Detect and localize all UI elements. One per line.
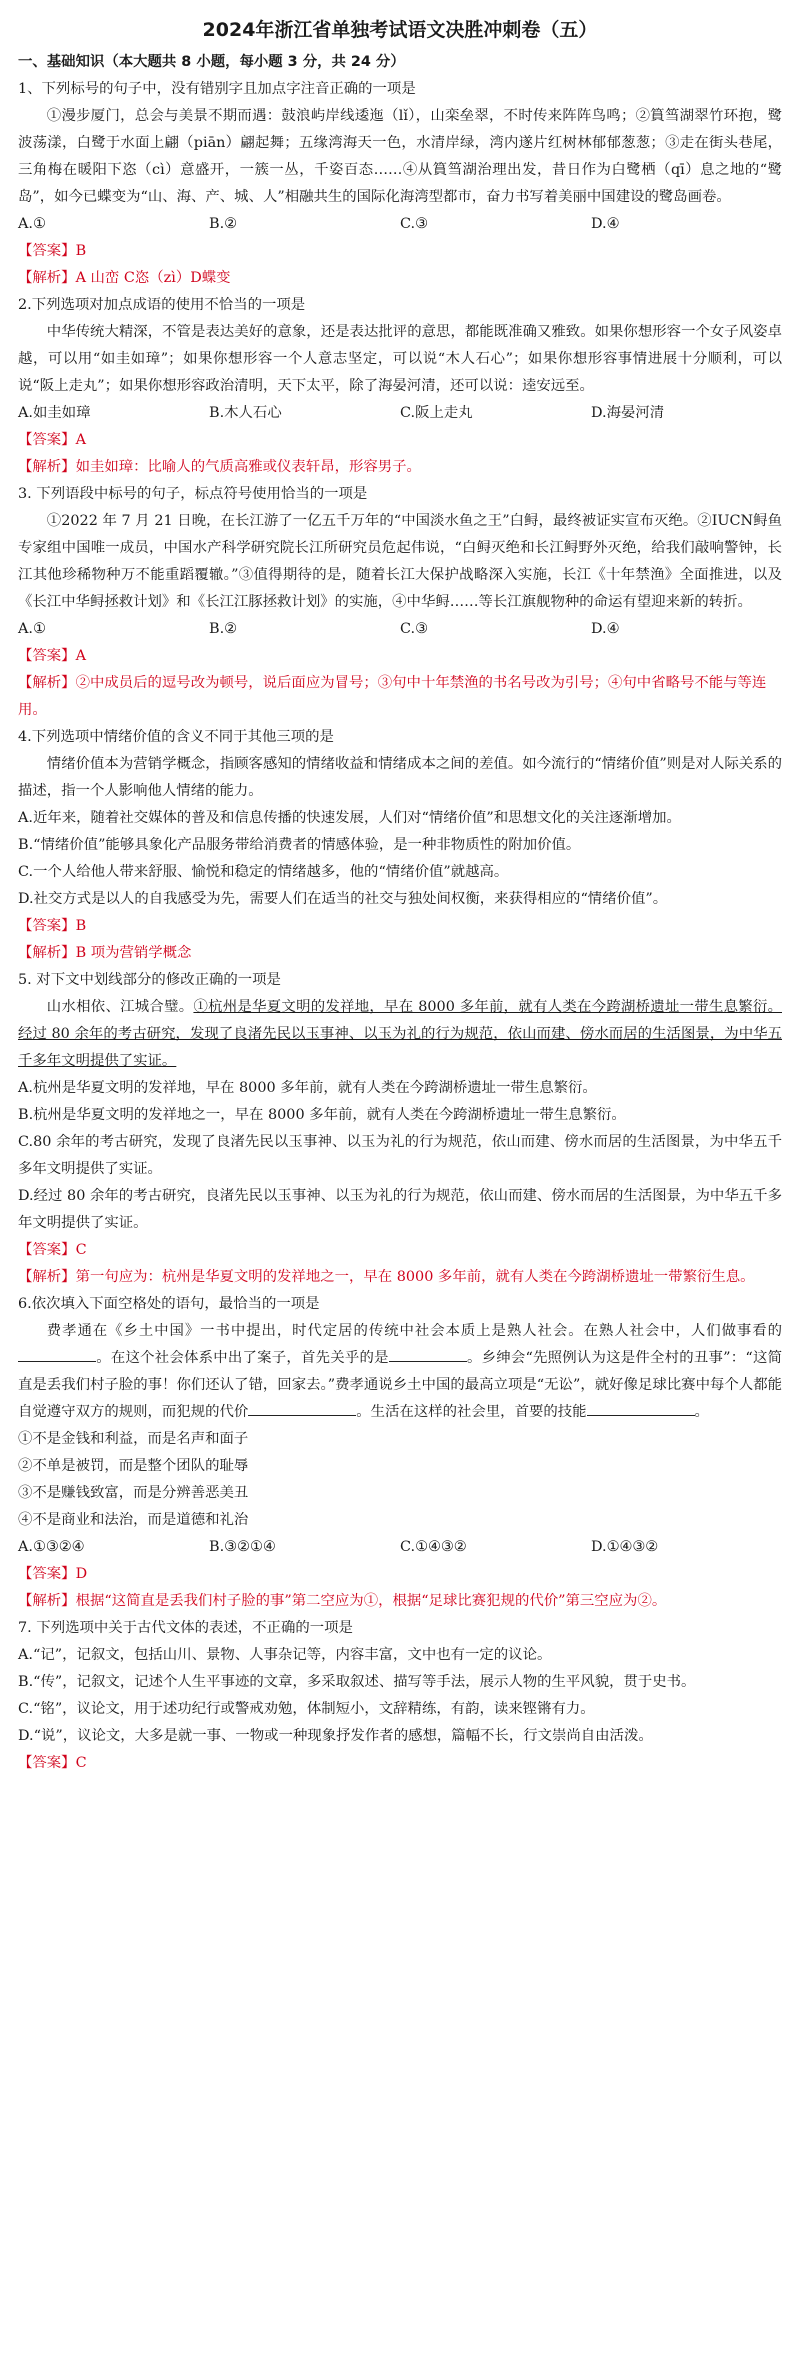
answer-line: 【答案】C	[18, 1242, 87, 1258]
option-c: C.阪上走丸	[400, 405, 473, 421]
passage-plain: 山水相依、江城合璧。	[46, 999, 194, 1015]
option-d: D.④	[591, 216, 620, 232]
question-passage: ①漫步厦门，总会与美景不期而遇：鼓浪屿岸线逶迤（lǐ），山栾垒翠，不时传来阵阵鸟鸣；②篔筜湖翠竹环抱，鹭波荡漾，白鹭于水面上翩（piān）翩起舞；五缘湾海天一色，水清岸绿，湾内遂片红树林郁郁葱葱；③走在街头巷尾，三角梅在暖阳下恣（cì）意盛开，一簇一丛，千姿百态……④从篔筜湖治理出发，昔日作为白鹭栖（qī）息之地的“鹭岛”，如今已蝶变为“山、海、产、城、人”相融共生的国际化海湾型都市，奋力书写着美丽中国建设的鹭岛画卷。	[18, 108, 782, 205]
question-stem: 6.依次填入下面空格处的语句，最恰当的一项是	[18, 1296, 320, 1312]
option-row	[18, 616, 782, 643]
option-c: C.③	[400, 216, 428, 232]
answer-line: 【答案】B	[18, 918, 87, 934]
option-c: C.“铭”，议论文，用于述功纪行或警戒劝勉，体制短小，文辞精练，有韵，读来铿锵有力。	[18, 1701, 595, 1717]
option-d: D.海晏河清	[591, 405, 665, 421]
question-stem: 5. 对下文中划线部分的修改正确的一项是	[18, 972, 281, 988]
question-4	[18, 724, 782, 967]
statement-item: ②不单是被罚，而是整个团队的耻辱	[18, 1458, 249, 1474]
option-b: B.②	[209, 621, 238, 637]
question-stem: 2.下列选项对加点成语的使用不恰当的一项是	[18, 297, 306, 313]
option-a: A.①	[18, 216, 46, 232]
option-a: A.近年来，随着社交媒体的普及和信息传播的快速发展，人们对“情绪价值”和思想文化的关注逐渐增加。	[18, 810, 681, 826]
answer-line: 【答案】B	[18, 243, 87, 259]
option-a: A.如圭如璋	[18, 405, 91, 421]
answer-line: 【答案】C	[18, 1755, 87, 1771]
fill-blank	[587, 1401, 695, 1416]
option-b: B.③②①④	[209, 1539, 276, 1555]
analysis-line: 【解析】第一句应为：杭州是华夏文明的发祥地之一，早在 8000 多年前，就有人类在今跨湖桥遗址一带繁衍生息。	[18, 1269, 755, 1285]
option-b: B.“传”，记叙文，记述个人生平事迹的文章，多采取叙述、描写等手法，展示人物的生平风貌，贯于史书。	[18, 1674, 696, 1690]
passage-part: 。乡绅会“先照例认为这是件全村的丑事”：“这简直是丢我们村子脸的事！你们还认了错，回家去。”费孝通说乡土中国的最高立项是“无讼”，就好像足球比赛中每个人都能自觉遵守双方的规则，而犯规的代价	[18, 1350, 782, 1420]
option-b: B.杭州是华夏文明的发祥地之一，早在 8000 多年前，就有人类在今跨湖桥遗址一带生息繁衍。	[18, 1107, 626, 1123]
option-d: D.经过 80 余年的考古研究，良渚先民以玉事神、以玉为礼的行为规范，依山而建、傍水而居的生活图景，为中华五千多年文明提供了实证。	[18, 1188, 782, 1231]
answer-line: 【答案】D	[18, 1566, 88, 1582]
option-d: D.“说”，议论文，大多是就一事、一物或一种现象抒发作者的感想，篇幅不长，行文崇尚自由活泼。	[18, 1728, 653, 1744]
question-stem: 1、下列标号的句子中，没有错别字且加点字注音正确的一项是	[18, 81, 416, 97]
question-stem: 3. 下列语段中标号的句子，标点符号使用恰当的一项是	[18, 486, 368, 502]
question-passage: ①2022 年 7 月 21 日晚，在长江游了一亿五千万年的“中国淡水鱼之王”白鲟，最终被证实宣布灭绝。②IUCN鲟鱼专家组中国唯一成员，中国水产科学研究院长江所研究员危起伟说，“白鲟灭绝和长江鲟野外灭绝，给我们敲响警钟，长江其他珍稀物种万不能重蹈覆辙。”③值得期待的是，随着长江大保护战略深入实施，长江《十年禁渔》全面推进，以及《长江中华鲟拯救计划》和《长江江豚拯救计划》的实施，④中华鲟……等长江旗舰物种的命运有望迎来新的转折。	[18, 513, 782, 610]
question-passage: 中华传统大精深，不管是表达美好的意象，还是表达批评的意思，都能既准确又雅致。如果你想形容一个女子风姿卓越，可以用“如圭如璋”；如果你想形容一个人意志坚定，可以说“木人石心”；如果你想形容事情进展十分顺利，可以说“阪上走丸”；如果你想形容政治清明，天下太平，除了海晏河清，还可以说：逵安远至。	[18, 324, 782, 394]
passage-part: 。	[694, 1404, 709, 1420]
option-c: C.①④③②	[400, 1539, 467, 1555]
analysis-line: 【解析】B 项为营销学概念	[18, 945, 192, 961]
question-stem: 7. 下列选项中关于古代文体的表述，不正确的一项是	[18, 1620, 353, 1636]
answer-line: 【答案】A	[18, 432, 86, 448]
analysis-line: 【解析】②中成员后的逗号改为顿号，说后面应为冒号；③句中十年禁渔的书名号改为引号；④句中省略号不能与等连用。	[18, 675, 767, 718]
option-d: D.①④③②	[591, 1539, 659, 1555]
option-c: C.80 余年的考古研究，发现了良渚先民以玉事神、以玉为礼的行为规范，依山而建、傍水而居的生活图景，为中华五千多年文明提供了实证。	[18, 1134, 782, 1177]
option-row	[18, 211, 782, 238]
passage-part: 费孝通在《乡土中国》一书中提出，时代定居的传统中社会本质上是熟人社会。在熟人社会中，人们做事看的	[46, 1323, 782, 1339]
question-passage	[18, 994, 782, 1075]
option-a: A.“记”，记叙文，包括山川、景物、人事杂记等，内容丰富，文中也有一定的议论。	[18, 1647, 552, 1663]
option-a: A.杭州是华夏文明的发祥地，早在 8000 多年前，就有人类在今跨湖桥遗址一带生息繁衍。	[18, 1080, 597, 1096]
statement-item: ③不是赚钱致富，而是分辨善恶美丑	[18, 1485, 249, 1501]
fill-blank	[248, 1401, 356, 1416]
option-b: B.“情绪价值”能够具象化产品服务带给消费者的情感体验，是一种非物质性的附加价值。	[18, 837, 581, 853]
passage-part: 。在这个社会体系中出了案子，首先关乎的是	[96, 1350, 389, 1366]
option-c: C.③	[400, 621, 428, 637]
question-5	[18, 967, 782, 1291]
answer-line: 【答案】A	[18, 648, 86, 664]
option-a: A.①	[18, 621, 46, 637]
option-row	[18, 400, 782, 427]
analysis-line: 【解析】根据“这简直是丢我们村子脸的事”第二空应为①，根据“足球比赛犯规的代价”第三空应为②。	[18, 1593, 667, 1609]
analysis-line: 【解析】如圭如璋：比喻人的气质高雅或仪表轩昂，形容男子。	[18, 459, 421, 475]
passage-part: 。生活在这样的社会里，首要的技能	[356, 1404, 587, 1420]
statement-item: ①不是金钱和利益，而是名声和面子	[18, 1431, 249, 1447]
option-b: B.木人石心	[209, 405, 282, 421]
fill-blank	[389, 1347, 467, 1362]
question-7	[18, 1615, 782, 1777]
question-3	[18, 481, 782, 724]
option-b: B.②	[209, 216, 238, 232]
option-d: D.社交方式是以人的自我感受为先，需要人们在适当的社交与独处间权衡，来获得相应的“情绪价值”。	[18, 891, 668, 907]
question-2	[18, 292, 782, 481]
passage-underlined: ①杭州是华夏文明的发祥地，早在 8000 多年前，就有人类在今跨湖桥遗址一带生息繁衍。经过 80 余年的考古研究，发现了良渚先民以玉事神、以玉为礼的行为规范，依山而建、傍水而居的生活图景，为中华五千多年文明提供了实证。	[18, 999, 782, 1069]
option-a: A.①③②④	[18, 1539, 85, 1555]
analysis-line: 【解析】A 山峦 C恣（zì）D蝶变	[18, 270, 231, 286]
option-d: D.④	[591, 621, 620, 637]
option-c: C.一个人给他人带来舒服、愉悦和稳定的情绪越多，他的“情绪价值”就越高。	[18, 864, 509, 880]
question-passage	[18, 1318, 782, 1426]
question-1	[18, 76, 782, 292]
option-row	[18, 1534, 782, 1561]
section-heading: 一、基础知识（本大题共 8 小题，每小题 3 分，共 24 分）	[18, 54, 405, 70]
statement-item: ④不是商业和法治，而是道德和礼治	[18, 1512, 249, 1528]
question-passage: 情绪价值本为营销学概念，指顾客感知的情绪收益和情绪成本之间的差值。如今流行的“情绪价值”则是对人际关系的描述，指一个人影响他人情绪的能力。	[18, 756, 782, 799]
question-stem: 4.下列选项中情绪价值的含义不同于其他三项的是	[18, 729, 334, 745]
page-title: 2024年浙江省单独考试语文决胜冲刺卷（五）	[202, 19, 598, 41]
question-6	[18, 1291, 782, 1615]
fill-blank	[18, 1347, 96, 1362]
